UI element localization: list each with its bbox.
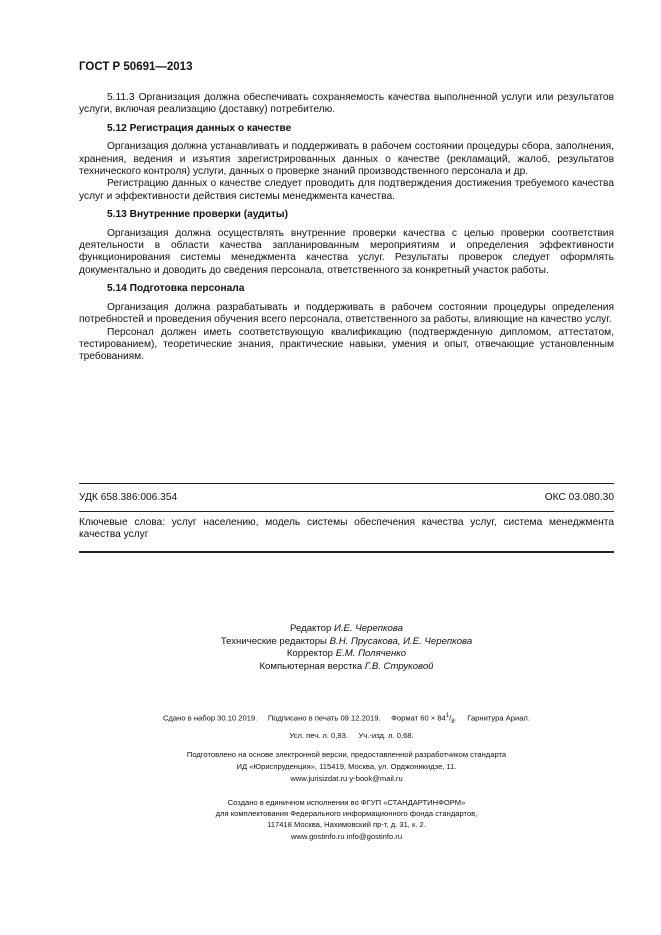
editor-name: И.Е. Черепкова bbox=[333, 623, 403, 634]
publisher-info: ИД «Юриспруденция», 115419, Москва, ул. Орджоникидзе, 11. www.jurisizdat.ru y-book@mail.ru bbox=[79, 761, 614, 785]
imprint bbox=[79, 710, 614, 761]
prepared-note: Подготовлено на основе электронной версии, предоставленной разработчиком стандарта bbox=[186, 750, 507, 760]
layout-line: Компьютерная верстка Г.В. Струковой bbox=[259, 660, 434, 672]
document-body bbox=[79, 92, 614, 364]
paragraph-5-14-b: Персонал должен иметь соответствующую квалификацию (подтвержденную дипломом, аттестатом, тестированием), теоретические знания, практические навыки, умения и опыт, отвечающие установленным требованиям. bbox=[79, 326, 614, 363]
corrector-name: Е.М. Поляченко bbox=[335, 648, 407, 660]
bottom-divider bbox=[79, 551, 614, 553]
paragraph-5-14-a: Организация должна разрабатывать и поддерживать в рабочем состоянии процедуры определения потребностей и проведения обучения всего персонала, ответственного за работы, влияющие на качество услуг. bbox=[79, 301, 614, 326]
paragraph-5-12-a: Организация должна устанавливать и поддерживать в рабочем состоянии процедуры сбора, заполнения, хранения, ведения и изъятия зарегистрированных данных о качестве (рекламаций, жалоб, результатов технического контроля) услуги, данных о проверке знаний производственного персонала и др. bbox=[79, 141, 614, 178]
top-divider bbox=[79, 483, 614, 484]
imprint-row-1: Сдано в набор 30.10.2019. Подписано в печать 09.12.2019. Формат $60 \times 84^1/_8$. Гарнитура Ариал. bbox=[163, 713, 530, 726]
middle-divider bbox=[79, 511, 614, 512]
production-contacts: www.gostinfo.ru info@gostinfo.ru bbox=[290, 831, 403, 841]
editor-line: Редактор И.Е. Черепкова bbox=[290, 623, 403, 634]
credits bbox=[79, 623, 614, 673]
udk-code: УДК 658.386:006.354 bbox=[79, 492, 178, 503]
production-info: Создано в единичном исполнении во ФГУП «СТАНДАРТИНФОРМ» для комплектования Федерального информационного фонда стандартов, 117418 Москва, Нахимовский пр-т, д. 31, к. 2. www.gostinfo.ru info@gostinfo.ru bbox=[79, 797, 614, 842]
paragraph-5-13: Организация должна осуществлять внутренние проверки качества с целью проверки соответствия деятельности в области качества запланированным мероприятиям и определения эффективности функционирования системы менеджмента качества услуг. Результаты проверок следует оформлять документально и доводить до сведения персонала, ответственного за конкретный участок работы. bbox=[79, 227, 614, 276]
paragraph-5-11-3: 5.11.3 Организация должна обеспечивать сохраняемость качества выполненной услуги или результатов услуги, включая реализацию (доставку) потребителю. bbox=[79, 92, 614, 116]
heading-5-14: 5.14 Подготовка персонала bbox=[107, 283, 245, 295]
imprint-row-2: Усл. печ. л. 0,93. Уч.-изд. л. 0,68. bbox=[289, 731, 414, 741]
oks-code: ОКС 03.080.30 bbox=[544, 492, 614, 503]
heading-5-13: 5.13 Внутренние проверки (аудиты) bbox=[107, 209, 288, 221]
tech-editors-names: В.Н. Прусакова, И.Е. Черепкова bbox=[329, 635, 473, 647]
heading-5-12: 5.12 Регистрация данных о качестве bbox=[107, 122, 292, 134]
paragraph-5-12-b: Регистрацию данных о качестве следует проводить для подтверждения достижения требуемого качества услуг и эффективности действия системы менеджмента качества. bbox=[79, 178, 614, 202]
layout-name: Г.В. Струковой bbox=[364, 660, 434, 672]
publisher-contacts: www.jurisizdat.ru y-book@mail.ru bbox=[290, 774, 403, 783]
tech-editors-line: Технические редакторы В.Н. Прусакова, И.Е. Черепкова bbox=[220, 635, 473, 647]
document-header: ГОСТ Р 50691—2013 bbox=[79, 61, 193, 73]
keywords: Ключевые слова: услуг населению, модель системы обеспечения качества услуг, система менеджмента качества услуг bbox=[79, 517, 614, 541]
corrector-line: Корректор Е.М. Поляченко bbox=[286, 648, 407, 660]
